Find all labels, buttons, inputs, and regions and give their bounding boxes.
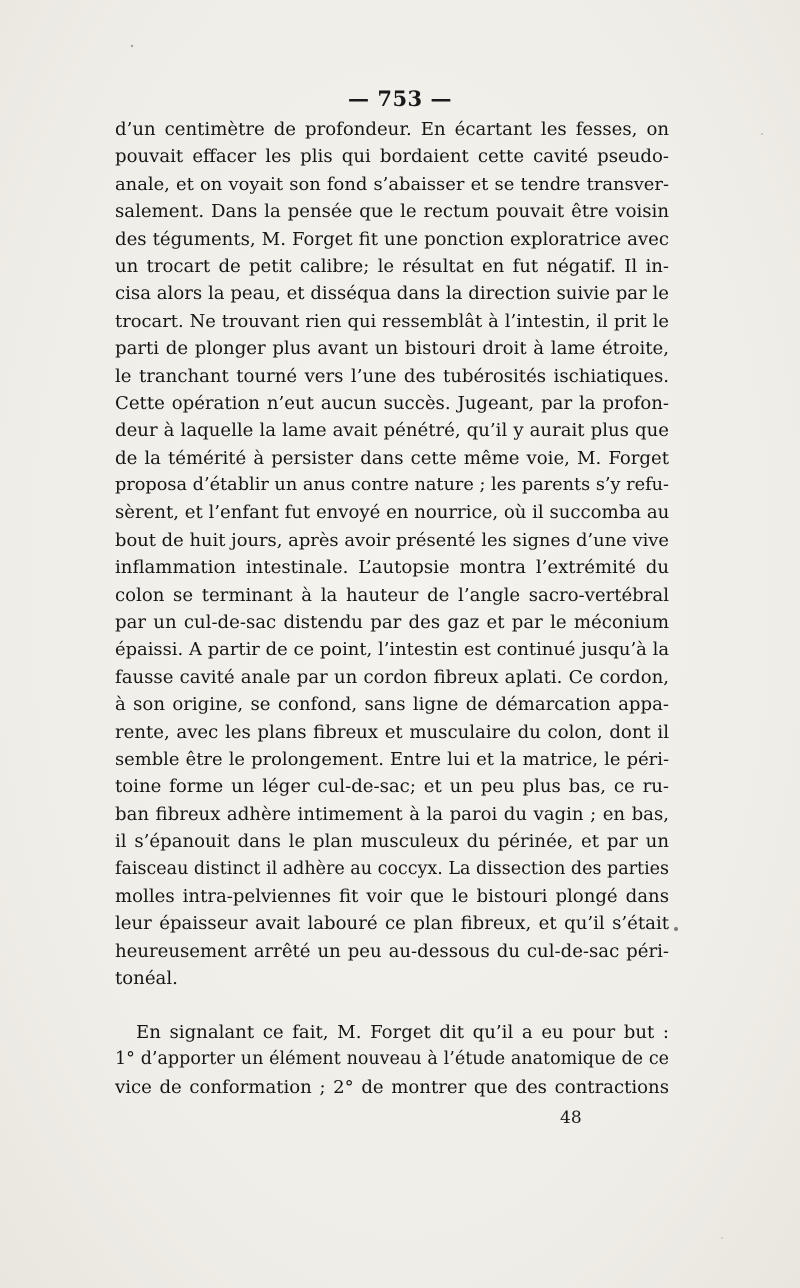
text-line: leur épaisseur avait labouré ce plan fibreux, et qu’il s’était <box>115 913 669 935</box>
text-line: deur à laquelle la lame avait pénétré, qu’il y aurait plus que <box>115 420 669 442</box>
text-line: Cette opération n’eut aucun succès. Jugeant, par la profon- <box>115 392 669 414</box>
text-line: à son origine, se confond, sans ligne de démarcation appa- <box>115 694 669 716</box>
text-line: salement. Dans la pensée que le rectum pouvait être voisin <box>115 201 669 223</box>
signature-mark: 48 <box>560 1108 582 1128</box>
text-line: un trocart de petit calibre; le résultat en fut négatif. Il in- <box>115 255 669 277</box>
text-line: sèrent, et l’enfant fut envoyé en nourrice, où il succomba au <box>115 502 670 524</box>
text-line: molles intra-pelviennes fit voir que le bistouri plongé dans <box>115 885 669 907</box>
text-line: toine forme un léger cul-de-sac; et un peu plus bas, ce ru- <box>115 776 669 798</box>
text-line: En signalant ce fait, M. Forget dit qu’il a eu pour but : <box>136 1022 669 1043</box>
text-line: par un cul-de-sac distendu par des gaz et par le méconium <box>115 612 669 634</box>
text-line: des téguments, M. Forget fit une ponction exploratrice avec <box>115 228 669 250</box>
text-line: ban fibreux adhère intimement à la paroi du vagin ; en bas, <box>115 803 669 825</box>
text-line: heureusement arrêté un peu au-dessous du cul-de-sac péri- <box>115 940 669 962</box>
text-line: bout de huit jours, après avoir présenté les signes d’une vive <box>115 529 669 551</box>
page-header: — 753 — <box>348 86 452 111</box>
text-line: faisceau distinct il adhère au coccyx. La dissection des parties <box>115 858 669 879</box>
paper-speck <box>721 1237 723 1239</box>
text-line: parti de plonger plus avant un bistouri droit à lame étroite, <box>115 338 669 360</box>
text-line: d’un centimètre de profondeur. En écartant les fesses, on <box>115 119 669 140</box>
text-line: tonéal. <box>115 968 178 990</box>
text-line: proposa d’établir un anus contre nature ; les parents s’y refu- <box>115 475 669 496</box>
text-line: 1° d’apporter un élément nouveau à l’étude anatomique de ce <box>115 1049 669 1070</box>
text-line: inflammation intestinale. L’autopsie montra l’extrémité du <box>115 557 669 579</box>
text-line: pouvait effacer les plis qui bordaient cette cavité pseudo- <box>115 146 669 168</box>
text-line: rente, avec les plans fibreux et musculaire du colon, dont il <box>115 721 669 743</box>
text-line: fausse cavité anale par un cordon fibreux aplati. Ce cordon, <box>115 666 669 688</box>
text-line: il s’épanouit dans le plan musculeux du périnée, et par un <box>115 831 669 853</box>
text-line: vice de conformation ; 2° de montrer que des contractions <box>115 1076 669 1098</box>
text-line: trocart. Ne trouvant rien qui ressemblât à l’intestin, il prit le <box>115 310 669 332</box>
paper-speck <box>674 927 678 931</box>
text-line: anale, et on voyait son fond s’abaisser et se tendre transver- <box>115 173 669 195</box>
text-line: cisa alors la peau, et disséqua dans la direction suivie par le <box>115 283 669 305</box>
paper-speck <box>131 45 133 47</box>
text-line: de la témérité à persister dans cette même voie, M. Forget <box>115 447 669 469</box>
text-line: le tranchant tourné vers l’une des tubérosités ischiatiques. <box>115 365 669 387</box>
text-line: épaissi. A partir de ce point, l’intestin est continué jusqu’à la <box>115 639 669 661</box>
text-line: semble être le prolongement. Entre lui et la matrice, le péri- <box>115 748 669 770</box>
text-line: colon se terminant à la hauteur de l’angle sacro-vertébral <box>115 584 669 606</box>
paper-speck <box>761 133 763 135</box>
